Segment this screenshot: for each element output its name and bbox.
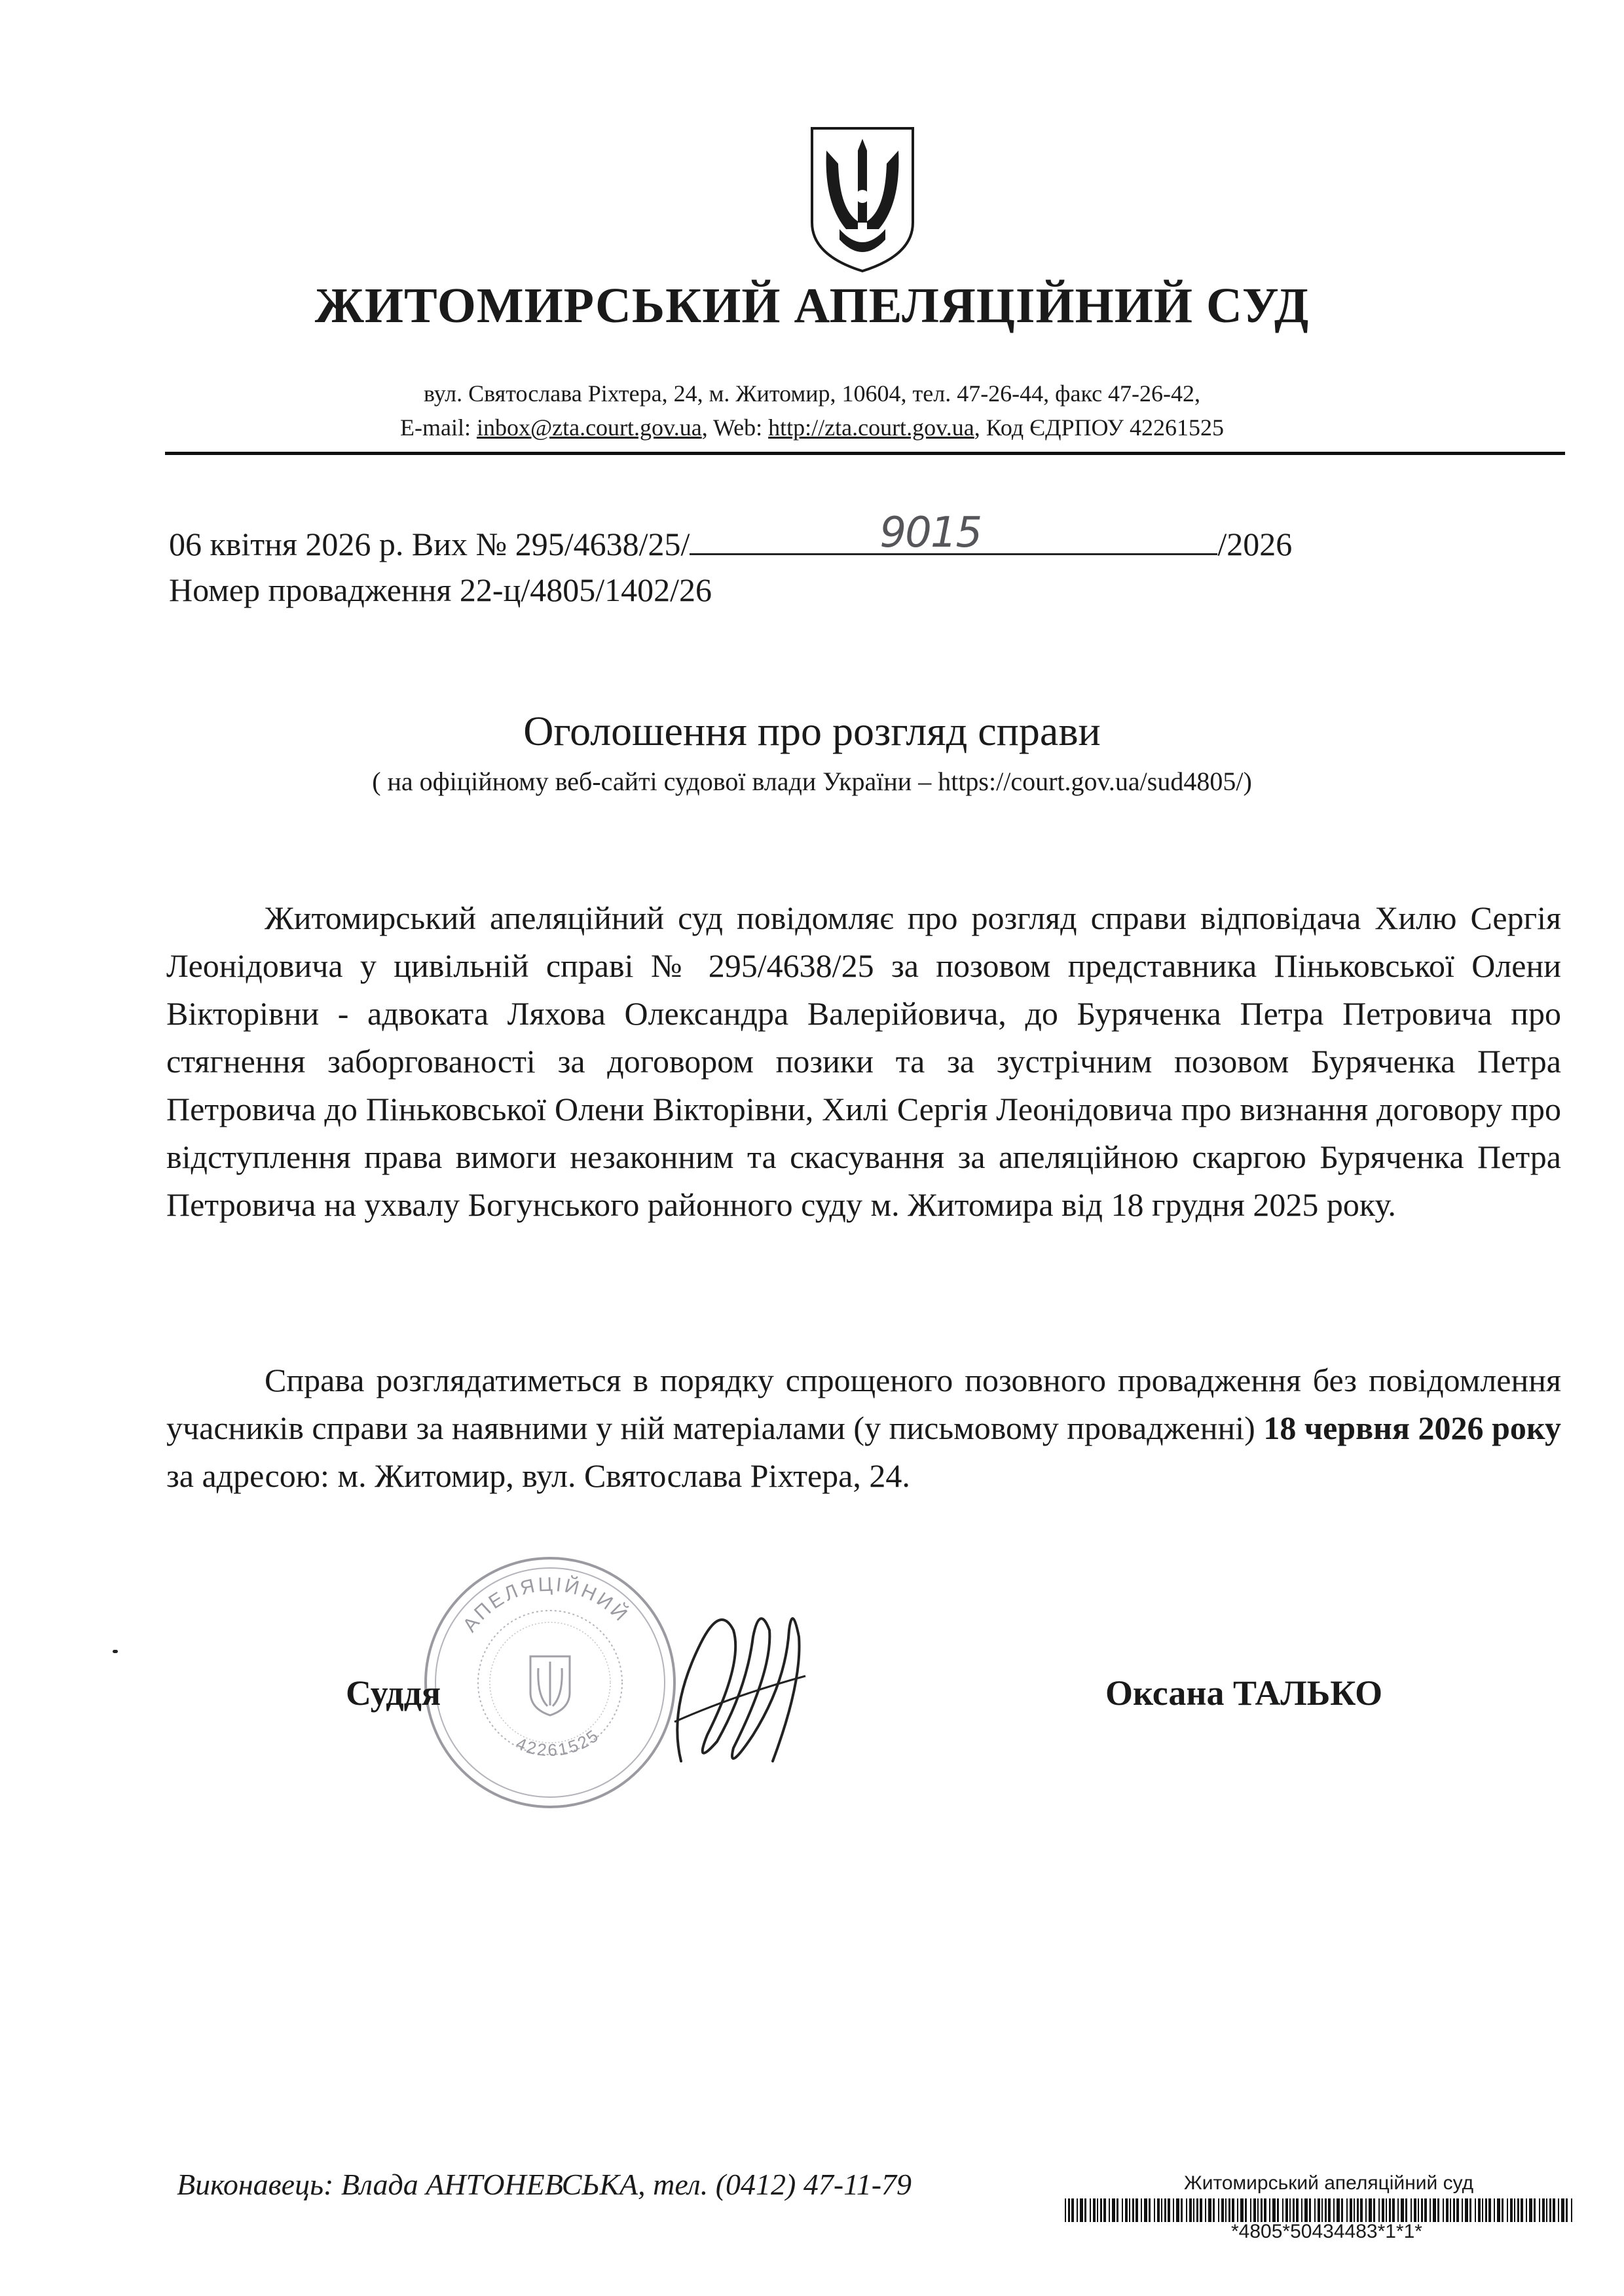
barcode-bar: [1373, 2198, 1375, 2222]
barcode-bar: [1365, 2198, 1367, 2222]
barcode-bar: [1232, 2198, 1234, 2222]
barcode-bar: [1181, 2198, 1183, 2222]
barcode-bar: [1453, 2198, 1455, 2222]
seal-trident-icon: [530, 1656, 570, 1715]
barcode-bar: [1360, 2198, 1363, 2222]
court-seal-stamp: [419, 1552, 681, 1813]
barcode-bar: [1084, 2198, 1086, 2222]
barcode-bar: [1333, 2198, 1335, 2222]
barcode-bar: [1502, 2198, 1504, 2222]
barcode-bar: [1421, 2198, 1423, 2222]
judge-name: Оксана ТАЛЬКО: [1105, 1673, 1383, 1713]
barcode-bar: [1357, 2198, 1359, 2222]
barcode-bar: [1093, 2198, 1096, 2222]
barcode-bar: [1497, 2198, 1500, 2222]
barcode-bar: [1443, 2198, 1444, 2222]
barcode-bar: [1433, 2198, 1436, 2222]
barcode-bar: [1129, 2198, 1130, 2222]
barcode-bar: [1213, 2198, 1215, 2222]
court-contacts: [0, 414, 1624, 441]
seal-text-top: АПЕЛЯЦІЙНИЙ: [458, 1573, 633, 1636]
barcode-bar: [1462, 2198, 1463, 2222]
barcode-bar: [1392, 2198, 1395, 2222]
paragraph-2-text: Справа розглядатиметься в порядку спрощеного позовного провадження без повідомлення учасників справи за наявними у ній матеріалами (у письмовому провадженні): [166, 1362, 1561, 1446]
barcode-bar: [1485, 2198, 1487, 2222]
barcode-bar: [1521, 2198, 1523, 2222]
barcode-bar: [1571, 2198, 1572, 2222]
barcode-bar: [1261, 2198, 1263, 2222]
barcode-bar: [1526, 2198, 1527, 2222]
barcode-bar: [1354, 2198, 1355, 2222]
barcode-bar: [1168, 2198, 1170, 2222]
barcode-bar: [1228, 2198, 1230, 2222]
barcode-bar: [1397, 2198, 1399, 2222]
barcode-bar: [1296, 2198, 1299, 2222]
scan-speck: [113, 1650, 118, 1653]
court-address: вул. Святослава Ріхтера, 24, м. Житомир, 10604, тел. 47-26-44, факс 47-26-42,: [423, 380, 1201, 407]
barcode-bar: [1465, 2198, 1468, 2222]
barcode-bar: [1245, 2198, 1247, 2222]
barcode-bar: [1346, 2198, 1348, 2222]
barcode-bar: [1200, 2198, 1202, 2222]
svg-text:42261525: [513, 1725, 603, 1760]
barcode-bar: [1456, 2198, 1459, 2222]
barcode-bar: [1282, 2198, 1283, 2222]
barcode-bar: [1534, 2198, 1536, 2222]
barcode-bar: [1325, 2198, 1327, 2222]
barcode-bar: [1208, 2198, 1211, 2222]
barcode-bar: [1240, 2198, 1244, 2222]
barcode-bar: [1507, 2198, 1508, 2222]
barcode-bar: [1382, 2198, 1384, 2222]
barcode-bar: [1450, 2198, 1451, 2222]
barcode-bar: [1337, 2198, 1340, 2222]
barcode-bar: [1539, 2198, 1540, 2222]
barcode-bar: [1386, 2198, 1387, 2222]
proceeding-number: Номер провадження 22-ц/4805/1402/26: [169, 572, 712, 608]
barcode-bar: [1430, 2198, 1431, 2222]
barcode-bar: [1341, 2198, 1343, 2222]
barcode-bar: [1517, 2198, 1519, 2222]
email-label: E-mail:: [399, 414, 477, 441]
handwritten-number: 9015: [879, 509, 982, 557]
notice-paragraph-2: [166, 1357, 1561, 1500]
barcode-bar: [1068, 2198, 1070, 2222]
barcode-bar: [1277, 2198, 1279, 2222]
court-name: ЖИТОМИРСЬКИЙ АПЕЛЯЦІЙНИЙ СУД: [314, 278, 1310, 333]
barcode-bar: [1186, 2198, 1187, 2222]
barcode-bar: [1176, 2198, 1179, 2222]
barcode-bar: [1542, 2198, 1545, 2222]
barcode-bar: [1161, 2198, 1162, 2222]
barcode-bar: [1510, 2198, 1513, 2222]
barcode-bar: [1109, 2198, 1110, 2222]
barcode-bar: [1482, 2198, 1483, 2222]
barcode-bar: [1189, 2198, 1192, 2222]
barcode-bar: [1389, 2198, 1391, 2222]
barcode-bar: [1272, 2198, 1276, 2222]
barcode-bar: [1424, 2198, 1427, 2222]
barcode-bar: [1561, 2198, 1564, 2222]
header-divider: [165, 452, 1565, 455]
edrpou-code: , Код ЄДРПОУ 42261525: [974, 414, 1225, 441]
barcode-bar: [1225, 2198, 1227, 2222]
barcode-bar: [1321, 2198, 1323, 2222]
barcode-bar: [1205, 2198, 1206, 2222]
judge-signature: [655, 1591, 812, 1787]
date-outgoing-prefix: 06 квітня 2026 р. Вих № 295/4638/25/: [169, 526, 690, 562]
outgoing-number-blank: [690, 509, 1217, 557]
outgoing-number-line: [169, 509, 1293, 563]
email-link[interactable]: inbox@zta.court.gov.ua: [476, 414, 702, 441]
barcode-bar: [1318, 2198, 1320, 2222]
barcode-bar: [1494, 2198, 1495, 2222]
barcode-bar: [1257, 2198, 1259, 2222]
barcode-bar: [1080, 2198, 1083, 2222]
barcode-bar: [1475, 2198, 1476, 2222]
barcode-bar: [1193, 2198, 1194, 2222]
barcode-bar: [1546, 2198, 1547, 2222]
barcode-bar: [1135, 2198, 1138, 2222]
barcode-bar: [1157, 2198, 1160, 2222]
barcode-bar: [1112, 2198, 1115, 2222]
barcode-bar: [1077, 2198, 1078, 2222]
barcode-title: Житомирський апеляційний суд: [1184, 2172, 1474, 2194]
barcode-bar: [1100, 2198, 1102, 2222]
notice-paragraph-1: Житомирський апеляційний суд повідомляє про розгляд справи відповідача Хилю Сергія Леонідовича у цивільній справі № 295/4638/25 за позовом представника Піньковської Олени Вікторівни - адвоката Ляхова Олександра Валерійовича, до Буряченка Петра Петровича про стягнення заборгованості за договором позики та за зустрічним позовом Буряченка Петра Петровича до Піньковської Олени Вікторівни, Хилі Сергія Леонідовича про визнання договору про відступлення права вимоги незаконним та скасування за апеляційною скаргою Буряченка Петра Петровича на ухвалу Богунського районного суду м. Житомира від 18 грудня 2025 року.: [166, 900, 1561, 1223]
barcode-bar: [1149, 2198, 1151, 2222]
barcode-bar: [1237, 2198, 1238, 2222]
barcode-bar: [1141, 2198, 1142, 2222]
barcode-bar: [1250, 2198, 1251, 2222]
barcode-bar: [1304, 2198, 1308, 2222]
barcode-bar: [1221, 2198, 1224, 2222]
barcode-bar: [1164, 2198, 1166, 2222]
web-link[interactable]: http://zta.court.gov.ua: [768, 414, 974, 441]
barcode-bar: [1418, 2198, 1419, 2222]
executor-line: Виконавець: Влада АНТОНЕВСЬКА, тел. (0412) 47-11-79: [177, 2168, 912, 2201]
barcode-bar: [1289, 2198, 1291, 2222]
notice-title: Оголошення про розгляд справи: [523, 708, 1101, 754]
barcode-bar: [1285, 2198, 1288, 2222]
barcode-bar: [1132, 2198, 1134, 2222]
barcode-bar: [1264, 2198, 1266, 2222]
barcode-bar: [1090, 2198, 1091, 2222]
barcode-bar: [1553, 2198, 1555, 2222]
web-label: , Web:: [701, 414, 769, 441]
judge-role: Суддя: [346, 1673, 441, 1713]
barcode-bar: [1488, 2198, 1491, 2222]
barcode-bar: [1125, 2198, 1128, 2222]
barcode-bar: [1328, 2198, 1331, 2222]
barcode-number: *4805*50434483*1*1*: [1231, 2221, 1422, 2242]
barcode-bar: [1437, 2198, 1439, 2222]
barcode-bar: [1154, 2198, 1155, 2222]
barcode-bar: [1309, 2198, 1311, 2222]
hearing-date: 18 червня 2026 року: [1263, 1410, 1561, 1446]
paragraph-2-address: за адресою: м. Житомир, вул. Святослава Ріхтера, 24.: [166, 1457, 910, 1494]
barcode-bar: [1116, 2198, 1118, 2222]
barcode-bar: [1411, 2198, 1412, 2222]
year-suffix: /2026: [1217, 526, 1293, 562]
trident-coat-of-arms-icon: [807, 124, 918, 275]
barcode-bar: [1405, 2198, 1407, 2222]
barcode-bar: [1401, 2198, 1404, 2222]
barcode-bar: [1071, 2198, 1074, 2222]
barcode-bar: [1446, 2198, 1449, 2222]
notice-subtitle: ( на офіційному веб-сайті судової влади України – https://court.gov.ua/sud4805/): [372, 767, 1252, 796]
barcode-bar: [1378, 2198, 1380, 2222]
barcode-bar: [1566, 2198, 1568, 2222]
barcode-bar: [1097, 2198, 1098, 2222]
barcode-bar: [1293, 2198, 1295, 2222]
barcode-bar: [1314, 2198, 1316, 2222]
seal-code: 42261525: [513, 1724, 604, 1760]
barcode-bar: [1065, 2198, 1066, 2222]
barcode-bar: [1122, 2198, 1123, 2222]
barcode-bar: [1253, 2198, 1256, 2222]
barcode-bar: [1196, 2198, 1198, 2222]
barcode-bar: [1469, 2198, 1471, 2222]
barcode-bar: [1350, 2198, 1352, 2222]
barcode-bar: [1414, 2198, 1416, 2222]
barcode-bar: [1269, 2198, 1270, 2222]
barcode-bar: [1558, 2198, 1559, 2222]
barcode-bar: [1369, 2198, 1372, 2222]
barcode-bar: [1549, 2198, 1551, 2222]
barcode-bar: [1478, 2198, 1481, 2222]
barcode-bar: [1514, 2198, 1515, 2222]
document-barcode: [1065, 2198, 1576, 2222]
barcode-bar: [1103, 2198, 1106, 2222]
barcode-bar: [1218, 2198, 1219, 2222]
barcode-bar: [1301, 2198, 1302, 2222]
barcode-bar: [1173, 2198, 1174, 2222]
barcode-bar: [1529, 2198, 1532, 2222]
barcode-bar: [1144, 2198, 1147, 2222]
